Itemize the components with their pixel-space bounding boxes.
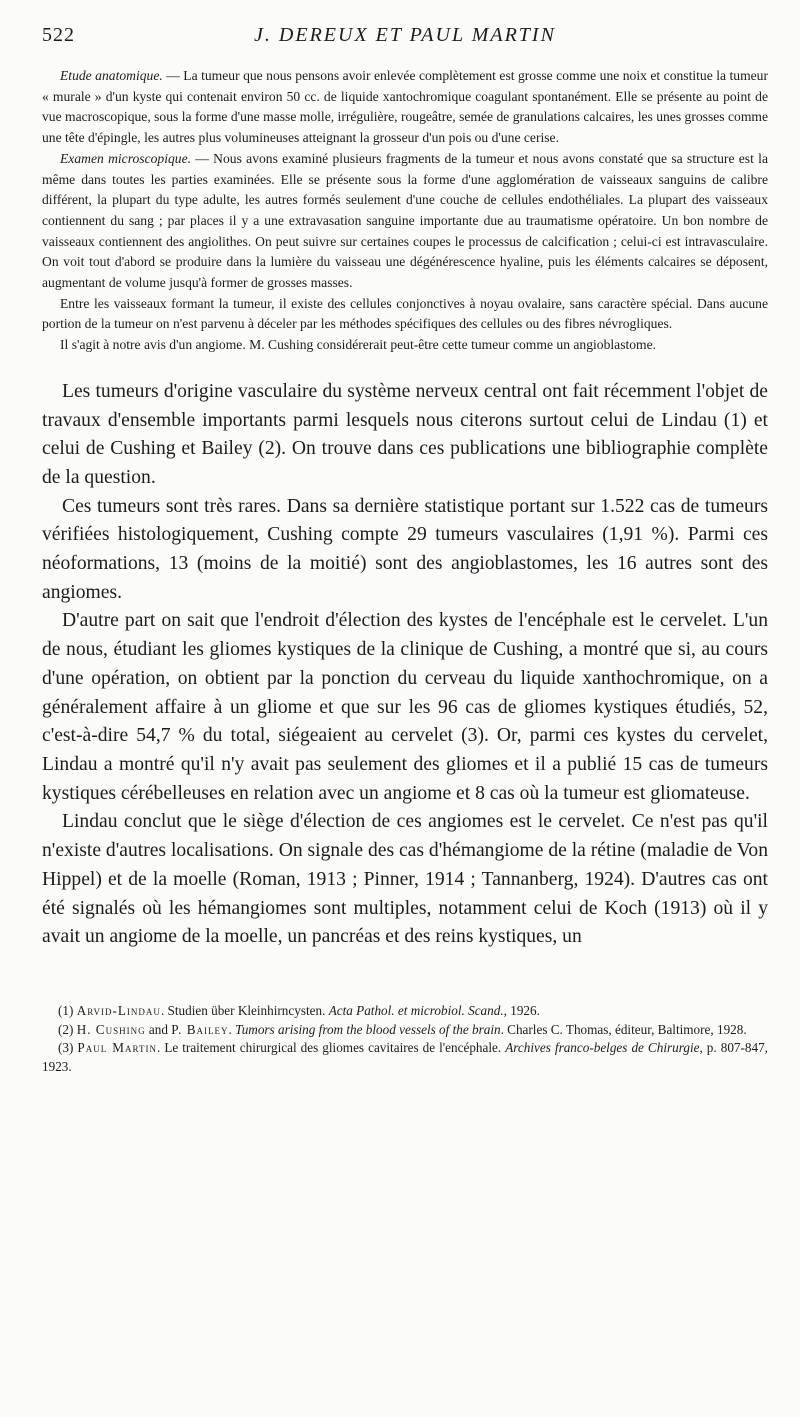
case-report-block <box>42 66 768 356</box>
footnote-number: (1) <box>58 1002 77 1018</box>
footnote-text: and <box>145 1021 172 1037</box>
body-paragraph: Lindau conclut que le siège d'élection de ces angiomes est le cervelet. Ce n'est pas qu'il n'existe d'autres localisations. On signale des cas d'hémangiome de la rétine (maladie de Von Hippel) et de la moelle (Roman, 1913 ; Pinner, 1914 ; Tannanberg, 1924). D'autres cas ont été signalés où les hémangiomes sont multiples, notamment celui de Koch (1913) où il y avait un angiome de la moelle, un pancréas et des reins kystiques, un <box>42 811 768 948</box>
footnote-journal: Acta Pathol. et microbiol. Scand. <box>328 1002 504 1018</box>
page-header <box>42 22 768 52</box>
paragraph-text: — La tumeur que nous pensons avoir enlevée complètement est grosse comme une noix et constitue la tumeur « murale » d'un kyste qui contenait environ 50 cc. de liquide xantochromique coagulant spontanément. Elle se présente au point de vue macroscopique, sous la forme d'une masse molle, irrégulière, rougeâtre, semée de granulations calcaires, les unes grosses comme une tête d'épingle, les autres plus volumineuses atteignant la grosseur d'un pois ou d'une cerise. <box>42 68 768 146</box>
footnotes <box>42 1002 768 1076</box>
footnote-2 <box>42 1021 768 1040</box>
footnote-title: Tumors arising from the blood vessels of the brain <box>235 1021 501 1037</box>
page <box>42 22 768 1076</box>
body-paragraph: D'autre part on sait que l'endroit d'élection des kystes de l'encéphale est le cervelet. L'un de nous, étudiant les gliomes kystiques de la clinique de Cushing, a montré que si, au cours d'une opération, on obtient par la ponction du cerveau du liquide xanthochromique, on a généralement affaire à un gliome et que sur les 96 cas de gliomes kystiques étudiés, 52, c'est-à-dire 54,7 % du total, siégeaient au cervelet (3). Or, parmi ces kystes du cervelet, Lindau a montré qu'il n'y avait pas seulement des gliomes et il a publié 15 cas de tumeurs kystiques cérébelleuses en relation avec un angiome et 8 cas où la tumeur est gliomateuse. <box>42 610 768 804</box>
paragraph-text: — Nous avons examiné plusieurs fragments de la tumeur et nous avons constaté que sa structure est la même dans toutes les parties examinées. Elle se présente sous la forme d'une agglomération de vaisseaux sanguins de calibre différent, la plupart du type adulte, les autres formés seulement d'une couche de cellules endothéliales. La plupart des vaisseaux contiennent du sang ; par places il y a une extravasation sanguine importante due au traumatisme opératoire. Un bon nombre de vaisseaux contiennent des angiolithes. On peut suivre sur certaines coupes le processus de calcification ; celui-ci est intravasculaire. On voit tout d'abord se produire dans la lumière du vaisseau une dégénérescence hyaline, puis les éléments calcaires se déposent, augmentant de volume jusqu'à former de grosses masses. <box>42 150 768 291</box>
running-title: J. DEREUX ET PAUL MARTIN <box>254 24 556 46</box>
body-paragraph: Les tumeurs d'origine vasculaire du système nerveux central ont fait récemment l'objet de travaux d'ensemble importants parmi lesquels nous citerons surtout celui de Lindau (1) et celui de Cushing et Bailey (2). On trouve dans ces publications une bibliographie complète de la question. <box>42 380 768 488</box>
paragraph-lead: Etude anatomique. <box>60 68 163 83</box>
footnote-author: Arvid-Lindau <box>76 1002 161 1018</box>
footnote-text: . Charles C. Thomas, éditeur, Baltimore, 1928. <box>500 1021 747 1037</box>
footnote-number: (2) <box>58 1021 77 1037</box>
page-number: 522 <box>42 24 75 46</box>
paragraph-lead: Examen microscopique. <box>60 150 191 166</box>
footnote-text: . <box>228 1021 236 1037</box>
footnote-1 <box>42 1002 768 1021</box>
footnote-author: P. Bailey <box>171 1021 229 1037</box>
footnote-text: , 1926. <box>503 1002 540 1018</box>
footnote-text: . Studien über Kleinhirncysten. <box>160 1002 329 1018</box>
paragraph-diagnosis: Il s'agit à notre avis d'un angiome. M. Cushing considérerait peut-être cette tumeur comme un angioblastome. <box>60 337 657 353</box>
footnote-author: Paul Martin <box>77 1040 157 1056</box>
footnote-text: , p. 807-847, 1923. <box>42 1040 768 1074</box>
footnote-author: H. Cushing <box>76 1021 146 1037</box>
paragraph-anatomy <box>42 66 768 149</box>
body-text <box>42 378 768 952</box>
body-paragraph: Ces tumeurs sont très rares. Dans sa dernière statistique portant sur 1.522 cas de tumeurs vérifiées histologiquement, Cushing compte 29 tumeurs vasculaires (1,91 %). Parmi ces néoformations, 13 (moins de la moitié) sont des angioblastomes, les 16 autres sont des angiomes. <box>42 495 768 603</box>
footnote-number: (3) <box>58 1040 78 1056</box>
footnote-text: . Le traitement chirurgical des gliomes cavitaires de l'encéphale. <box>156 1040 506 1056</box>
paragraph-microscopy <box>42 149 768 294</box>
paragraph-connective-cells: Entre les vaisseaux formant la tumeur, il existe des cellules conjonctives à noyau ovalaire, sans caractère spécial. Dans aucune portion de la tumeur on n'est parvenu à déceler par les méthodes spécifiques des cellules ou des fibres névrogliques. <box>42 295 768 332</box>
footnote-journal: Archives franco-belges de Chirurgie <box>505 1040 700 1056</box>
footnote-3 <box>42 1039 768 1076</box>
